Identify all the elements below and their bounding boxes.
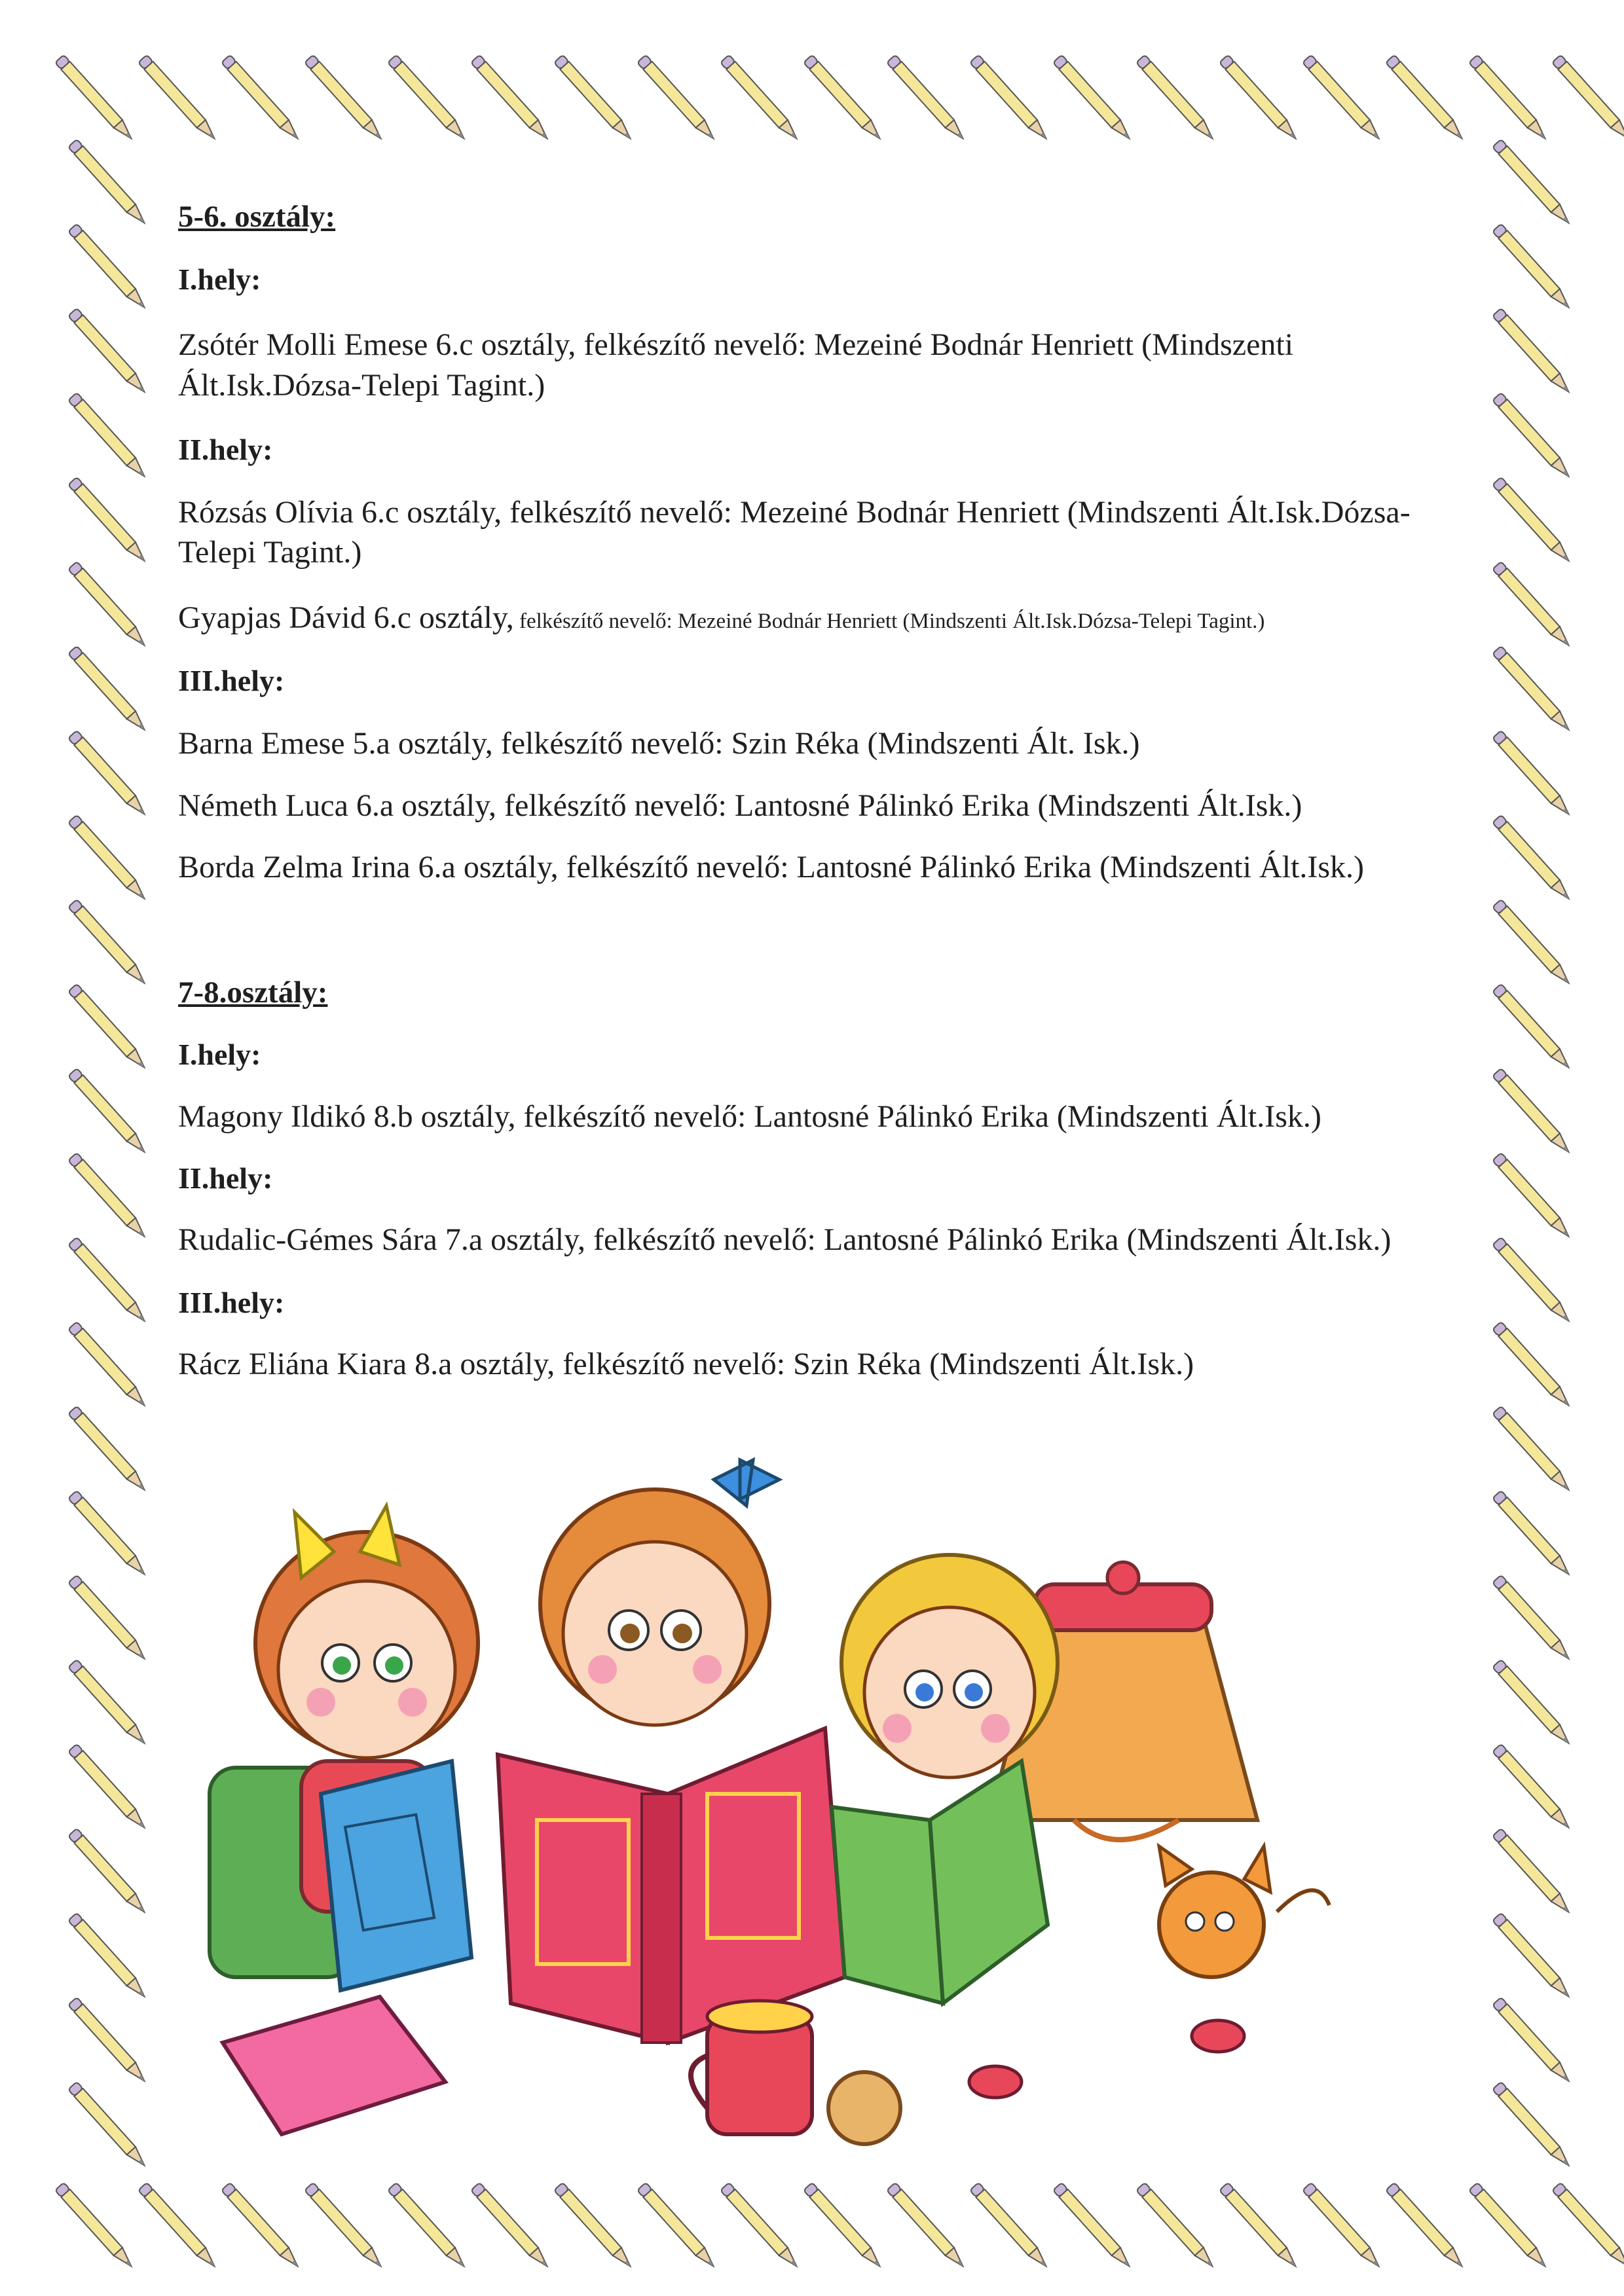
pencil-icon [1552, 55, 1624, 143]
pencil-icon [68, 731, 149, 818]
pencil-icon [970, 55, 1050, 143]
pencil-icon [68, 1406, 149, 1494]
pencil-icon [1492, 1491, 1573, 1578]
place-label-3: III.hely: [178, 1286, 285, 1319]
pencil-icon [1492, 1322, 1573, 1410]
pencil-icon [68, 1913, 149, 2001]
entry-text: Telepi Tagint.) [178, 535, 362, 570]
pencil-icon [1492, 1153, 1573, 1241]
pencil-icon [55, 55, 136, 143]
pencil-icon [1469, 55, 1549, 143]
entry-text: Barna Emese 5.a osztály, felkészítő nevelő: Szin Réka (Mindszenti Ált. Isk.) [178, 726, 1140, 761]
pencil-icon [1492, 1237, 1573, 1325]
pencil-icon [68, 224, 149, 312]
pencil-icon [1552, 2183, 1624, 2270]
pencil-icon [68, 393, 149, 481]
pencil-icon [803, 55, 884, 143]
pencil-icon [1469, 2183, 1549, 2270]
pencil-icon [1492, 731, 1573, 818]
pencil-icon [68, 984, 149, 1072]
place-label-2: II.hely: [178, 1161, 273, 1195]
pencil-icon [1302, 55, 1383, 143]
pencil-icon [68, 477, 149, 565]
entry-text: Zsótér Molli Emese 6.c osztály, felkészítő nevelő: Mezeiné Bodnár Henriett (Mindszenti [178, 327, 1294, 362]
entry-text: Németh Luca 6.a osztály, felkészítő nevelő: Lantosné Pálinkó Erika (Mindszenti Ált.Isk.) [178, 788, 1302, 823]
pencil-icon [1492, 139, 1573, 227]
pencil-icon [68, 815, 149, 903]
pencil-icon [1492, 815, 1573, 903]
pencil-icon [1053, 55, 1134, 143]
red-book-icon [498, 1728, 845, 2043]
children-reading-books-icon [170, 1453, 1454, 2200]
pencil-icon [1492, 393, 1573, 481]
pencil-icon [1492, 1997, 1573, 2085]
pencil-icon [1492, 1913, 1573, 2001]
place-label-3: III.hely: [178, 664, 285, 697]
pencil-icon [887, 55, 967, 143]
section-heading-5-6: 5-6. osztály: [178, 200, 336, 234]
pencil-icon [68, 1491, 149, 1578]
pencil-icon [1492, 1068, 1573, 1156]
pencil-icon [68, 1997, 149, 2085]
pencil-icon [1492, 900, 1573, 987]
pencil-icon [138, 55, 219, 143]
pencil-icon [68, 1322, 149, 1410]
section-heading-7-8: 7-8.osztály: [178, 975, 328, 1010]
cup-icon [691, 2001, 812, 2134]
child-center-icon [540, 1460, 779, 1725]
cat-icon [1159, 1846, 1329, 1977]
pencil-icon [1492, 1829, 1573, 1916]
pencil-icon [68, 562, 149, 649]
entry-text: Ált.Isk.Dózsa-Telepi Tagint.) [178, 368, 545, 403]
pencil-icon [68, 1829, 149, 1916]
pencil-icon [68, 1153, 149, 1241]
pencil-icon [1492, 984, 1573, 1072]
pencil-icon [1492, 308, 1573, 396]
pencil-icon [68, 900, 149, 987]
place-label-1: I.hely: [178, 263, 261, 296]
pencil-icon [1492, 1575, 1573, 1663]
pencil-icon [1492, 646, 1573, 734]
entry-main: Gyapjas Dávid 6.c osztály, [178, 600, 514, 635]
place-label-2: II.hely: [178, 433, 273, 466]
entry-text [178, 598, 1264, 642]
pencil-icon [720, 55, 801, 143]
blue-book-icon [321, 1761, 471, 1990]
entry-small: felkészítő nevelő: Mezeiné Bodnár Henriett (Mindszenti Ált.Isk.Dózsa-Telepi Tagint.) [513, 610, 1265, 633]
pencil-icon [471, 55, 551, 143]
pencil-icon [68, 646, 149, 734]
pencil-icon [68, 1660, 149, 1747]
pencil-icon [1136, 55, 1217, 143]
pencil-icon [55, 2183, 136, 2270]
pencil-icon [1492, 477, 1573, 565]
entry-text: Magony Ildikó 8.b osztály, felkészítő nevelő: Lantosné Pálinkó Erika (Mindszenti Ált.Isk.) [178, 1099, 1321, 1134]
entry-text: Rácz Eliána Kiara 8.a osztály, felkészítő nevelő: Szin Réka (Mindszenti Ált.Isk.) [178, 1347, 1194, 1381]
green-book-icon [832, 1761, 1048, 2003]
pencil-icon [1386, 55, 1466, 143]
cookie-icon [828, 2072, 900, 2144]
pencil-icon [388, 55, 468, 143]
pencil-icon [68, 139, 149, 227]
pencil-icon [68, 1237, 149, 1325]
pencil-icon [68, 2082, 149, 2170]
pink-book-icon [223, 1997, 445, 2134]
pencil-icon [637, 55, 718, 143]
pencil-icon [554, 55, 635, 143]
pencil-icon [304, 55, 385, 143]
pencil-icon [1492, 1744, 1573, 1832]
pencil-icon [1492, 562, 1573, 649]
pencil-icon [1492, 1660, 1573, 1747]
pencil-icon [221, 55, 302, 143]
entry-text: Rudalic-Gémes Sára 7.a osztály, felkészítő nevelő: Lantosné Pálinkó Erika (Mindszenti Ált.Isk.) [178, 1222, 1392, 1257]
pencil-icon [68, 1068, 149, 1156]
pencil-icon [1492, 224, 1573, 312]
pencil-icon [1492, 1406, 1573, 1494]
entry-text: Borda Zelma Irina 6.a osztály, felkészítő nevelő: Lantosné Pálinkó Erika (Mindszenti Ált.Isk.) [178, 850, 1365, 884]
pencil-icon [68, 1575, 149, 1663]
pencil-icon [1219, 55, 1300, 143]
pencil-icon [1492, 2082, 1573, 2170]
pencil-icon [68, 308, 149, 396]
pencil-icon [68, 1744, 149, 1832]
place-label-1: I.hely: [178, 1038, 261, 1071]
entry-text: Rózsás Olívia 6.c osztály, felkészítő nevelő: Mezeiné Bodnár Henriett (Mindszenti Ált.Isk.Dózsa- [178, 495, 1411, 530]
candy-icon [969, 2020, 1244, 2098]
